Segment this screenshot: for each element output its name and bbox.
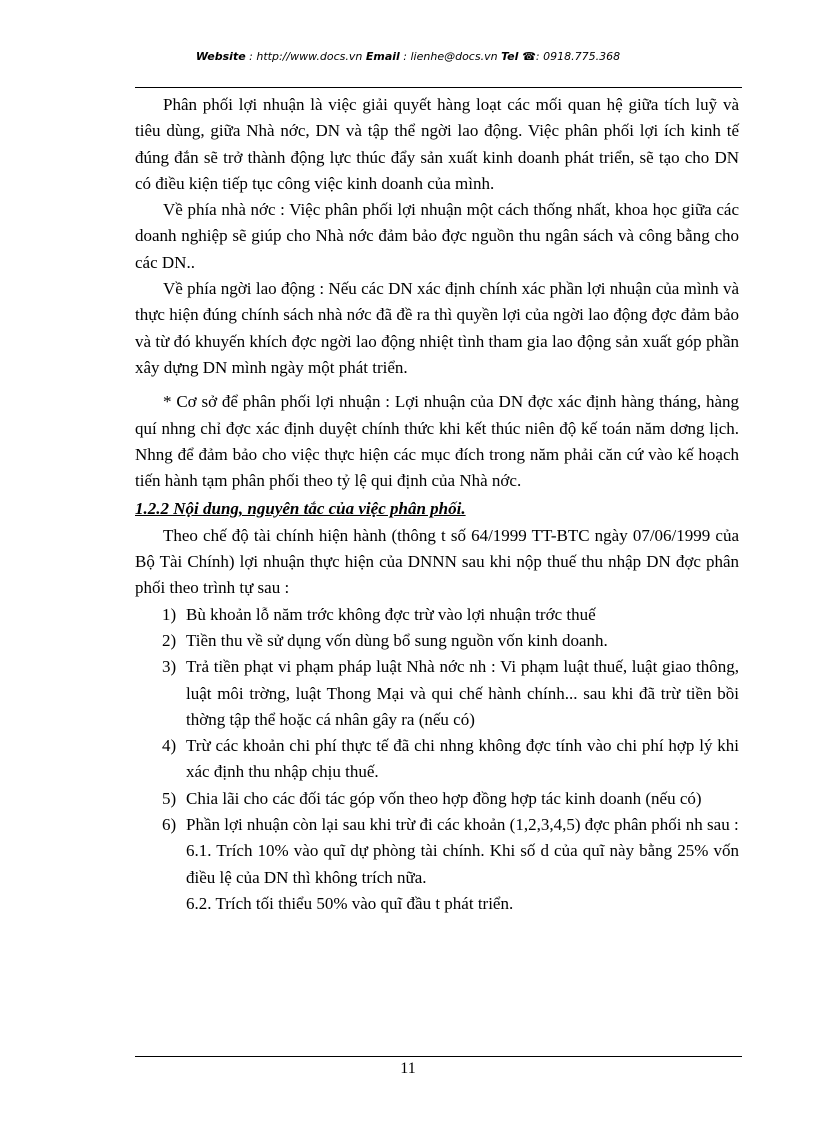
page-number: 11 (400, 1060, 416, 1077)
website-label: Website (195, 50, 246, 63)
paragraph-profit-distribution: Phân phối lợi nhuận là việc giải quyết hàng loạt các mối quan hệ giữa tích luỹ và tiêu dùng, giữa Nhà nớc, DN và tập thể ngời lao động. Việc phân phối lợi ích kinh tế đúng đắn sẽ trở thành động lực thúc đẩy sản xuất kinh doanh phát triển, sẽ tạo cho DN có điều kiện tiếp tục công việc kinh doanh của mình. (135, 95, 739, 193)
list-item (135, 812, 739, 838)
list-item-number: 4) (162, 736, 177, 756)
list-item-text: Tiền thu về sử dụng vốn dùng bổ sung nguồn vốn kinh doanh. (186, 630, 608, 650)
email-address: : lienhe@docs.vn (399, 50, 502, 63)
website-url: : http://www.docs.vn (245, 50, 366, 63)
paragraph-state-side: Về phía nhà nớc : Việc phân phối lợi nhuận một cách thống nhất, khoa học giữa các doanh nghiệp sẽ giúp cho Nhà nớc đảm bảo đợc nguồn thu ngân sách và công bằng cho các DN.. (135, 200, 739, 272)
paragraph-distribution-basis: * Cơ sở để phân phối lợi nhuận : Lợi nhuận của DN đợc xác định hàng tháng, hàng quí nhng chỉ đợc xác định duyệt chính thức khi kết thúc niên độ kế toán năm dơng lịch. Nhng để đảm bảo cho việc thực hiện các mục đích trong năm phải căn cứ vào kế hoạch tiến hành tạm phân phối theo tỷ lệ qui định của Nhà nớc. (135, 392, 739, 491)
paragraph-worker-side: Về phía ngời lao động : Nếu các DN xác định chính xác phần lợi nhuận của mình và thực hiện đúng chính sách nhà nớc đã đề ra thì quyền lợi của ngời lao động đợc đảm bảo và từ đó khuyến khích đợc ngời lao động nhiệt tình tham gia lao động sản xuất góp phần xây dựng DN mình ngày một phát triển. (135, 279, 739, 377)
list-item-number: 6) (162, 815, 177, 835)
sub-item-development-fund: 6.2. Trích tối thiểu 50% vào quĩ đầu t phát triển. (186, 893, 514, 913)
paragraph-current-regime: Theo chế độ tài chính hiện hành (thông t số 64/1999 TT-BTC ngày 07/06/1999 của Bộ Tài Chính) lợi nhuận thực hiện của DNNN sau khi nộp thuế thu nhập DN đợc phân phối theo trình tự sau : (135, 525, 739, 598)
list-item (135, 628, 739, 654)
list-item (135, 733, 739, 786)
footer-divider (135, 1056, 742, 1057)
list-item-text: Chia lãi cho các đối tác góp vốn theo hợp đồng hợp tác kinh doanh (nếu có) (186, 788, 702, 808)
header-divider (135, 87, 742, 88)
list-item-text: Trừ các khoản chi phí thực tế đã chi nhng không đợc tính vào chi phí hợp lý khi xác định thu nhập chịu thuế. (186, 736, 739, 782)
distribution-order-list (135, 602, 739, 839)
phone-icon: ☎ (518, 50, 536, 63)
tel-number: : 0918.775.368 (535, 50, 621, 63)
document-body (135, 92, 739, 917)
list-item-text: Phần lợi nhuận còn lại sau khi trừ đi các khoản (1,2,3,4,5) đợc phân phối nh sau : (186, 815, 739, 835)
list-item (135, 602, 739, 628)
list-item (135, 654, 739, 733)
list-item-number: 5) (162, 788, 177, 808)
section-title: 1.2.2 Nội dung, nguyên tắc của việc phân phối. (135, 499, 466, 519)
tel-label: Tel (501, 50, 519, 63)
list-item-number: 3) (162, 657, 177, 677)
list-item-number: 1) (162, 604, 177, 624)
page-header (0, 50, 816, 64)
list-item-number: 2) (162, 630, 177, 650)
sub-item-reserve-fund: 6.1. Trích 10% vào quĩ dự phòng tài chính. Khi số d của quĩ này bằng 25% vốn điều lệ của DN thì không trích nữa. (186, 841, 739, 887)
list-item-text: Bù khoản lỗ năm trớc không đợc trừ vào lợi nhuận trớc thuế (186, 604, 596, 624)
email-label: Email (365, 50, 400, 63)
list-item (135, 786, 739, 812)
list-item-text: Trả tiền phạt vi phạm pháp luật Nhà nớc nh : Vi phạm luật thuế, luật giao thông, luật môi trờng, luật Thong Mại và qui chế hành chính... sau khi đã trừ tiền bồi thờng tập thể hoặc cá nhân gây ra (nếu có) (186, 657, 739, 729)
